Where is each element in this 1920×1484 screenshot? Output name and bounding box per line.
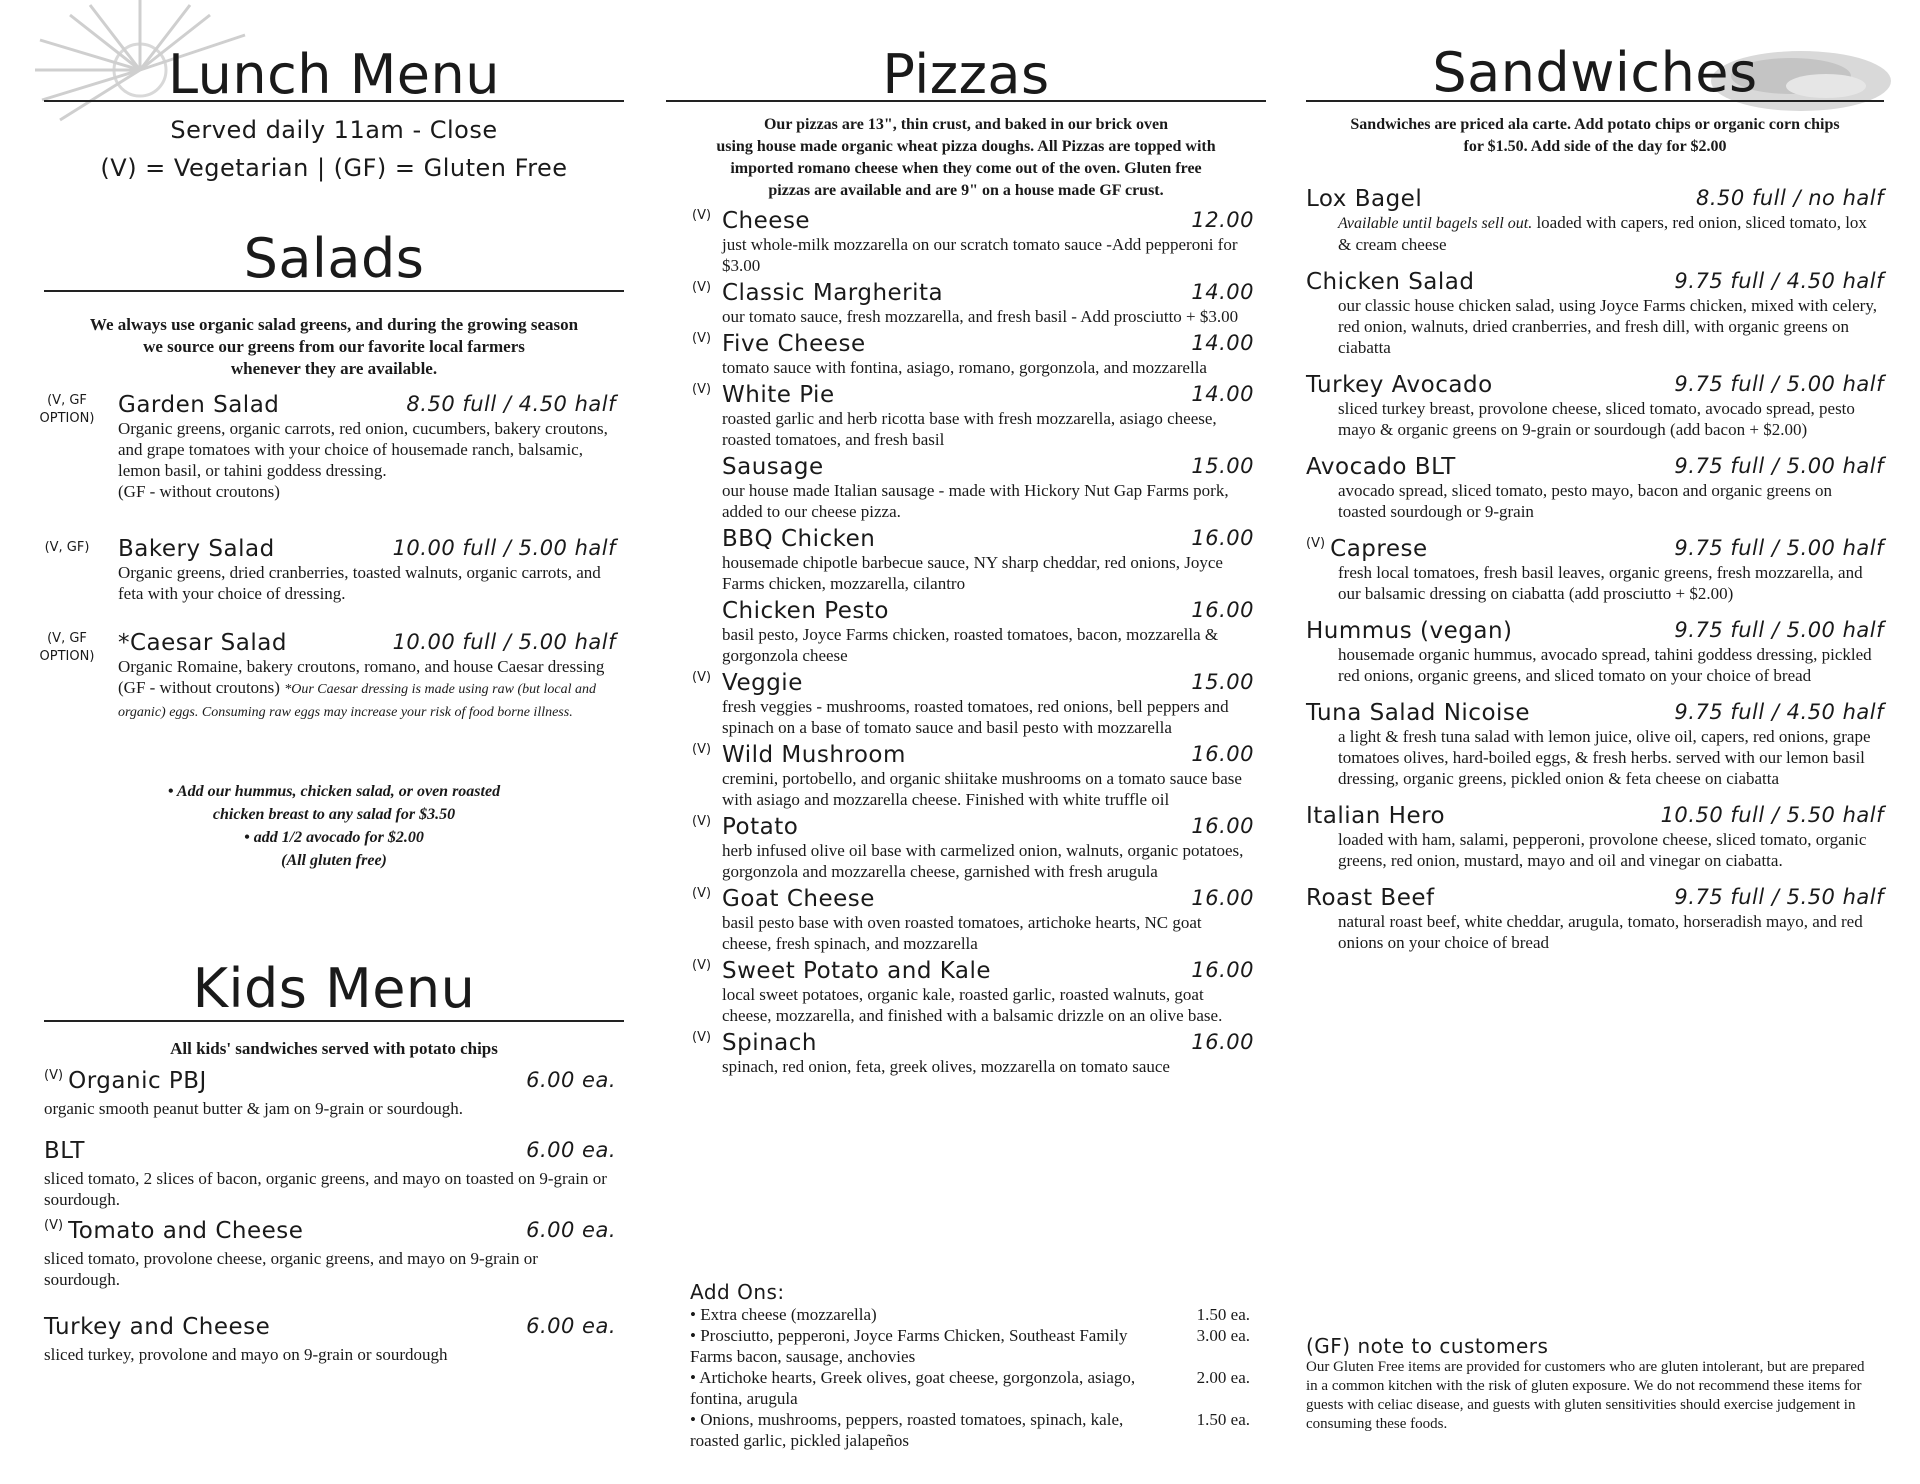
- item-name: Five Cheese: [722, 331, 866, 357]
- item-name: Classic Margherita: [722, 280, 944, 306]
- menu-item-cheese: [666, 208, 1254, 276]
- item-price: 16.00: [1191, 958, 1254, 982]
- menu-item-potato: [666, 814, 1254, 882]
- served-hours: Served daily 11am - Close: [170, 116, 498, 144]
- gf-note-title: (GF) note to customers: [1306, 1334, 1549, 1358]
- item-description: tomato sauce with fontina, asiago, romano, gorgonzola, and mozzarella: [722, 358, 1207, 377]
- item-description: fresh veggies - mushrooms, roasted tomatoes, red onions, bell peppers and spinach on a base of tomato sauce and basil pesto with mozzarella: [722, 697, 1229, 737]
- item-description: fresh local tomatoes, fresh basil leaves, organic greens, fresh mozzarella, and our balsamic dressing on ciabatta (add prosciutto + $2.00): [1338, 563, 1863, 603]
- gf-note-text: Our Gluten Free items are provided for customers who are gluten intolerant, but are prepared in a common kitchen with the risk of gluten exposure. We do not recommend these items for guests with celiac disease, and guests with gluten sensitivities should exercise judgement in consuming these foods.: [1306, 1359, 1865, 1432]
- item-price: 6.00 ea.: [526, 1068, 616, 1092]
- item-name: Tomato and Cheese: [68, 1218, 304, 1244]
- salad-addon-line: chicken breast to any salad for $3.50: [212, 806, 456, 823]
- item-name: Sweet Potato and Kale: [722, 958, 992, 984]
- item-name: BBQ Chicken: [722, 526, 876, 552]
- item-price: 16.00: [1191, 1030, 1254, 1054]
- item-description: Organic Romaine, bakery croutons, romano, and house Caesar dressing (GF - without croutons): [118, 657, 605, 697]
- item-description: our tomato sauce, fresh mozzarella, and fresh basil - Add prosciutto + $3.00: [722, 307, 1239, 326]
- item-description: basil pesto base with oven roasted tomatoes, artichoke hearts, NC goat cheese, fresh spinach, and mozzarella: [722, 913, 1202, 953]
- diet-tag: (V, GF OPTION): [39, 393, 95, 426]
- item-name: Avocado BLT: [1306, 454, 1456, 480]
- menu-item-lox-bagel: [1306, 186, 1884, 255]
- item-name: BLT: [44, 1138, 85, 1164]
- diet-tag: (V): [692, 208, 712, 223]
- addon-price: 1.50 ea.: [1196, 1305, 1250, 1324]
- item-description: Organic greens, dried cranberries, toasted walnuts, organic carrots, and feta with your choice of dressing.: [118, 563, 601, 603]
- diet-tag: (V): [692, 280, 712, 295]
- addons-title: Add Ons:: [690, 1280, 785, 1304]
- item-price: 9.75 full / 4.50 half: [1674, 700, 1884, 724]
- item-description: housemade organic hummus, avocado spread, tahini goddess dressing, pickled red onions, organic greens, and sliced tomato on your choice of bread: [1338, 645, 1872, 685]
- menu-item-garden-salad: [39, 392, 616, 502]
- item-price: 16.00: [1191, 598, 1254, 622]
- item-description: our classic house chicken salad, using Joyce Farms chicken, mixed with celery, red onion, walnuts, dried cranberries, and fresh dill, with organic greens on ciabatta: [1338, 296, 1877, 357]
- menu-item-caprese: [1306, 536, 1884, 604]
- addon-price: 1.50 ea.: [1196, 1410, 1250, 1429]
- item-name: Roast Beef: [1306, 885, 1435, 911]
- menu-item-five-cheese: [666, 331, 1254, 378]
- item-price: 10.00 full / 5.00 half: [392, 630, 616, 654]
- menu-item-goat-cheese: [666, 886, 1254, 954]
- item-price: 6.00 ea.: [526, 1218, 616, 1242]
- addon-row: [690, 1367, 1250, 1409]
- menu-item-caesar-salad: [39, 630, 616, 723]
- addon-row: [690, 1409, 1250, 1451]
- pizza-list: [666, 208, 1254, 1081]
- item-description: sliced tomato, 2 slices of bacon, organic greens, and mayo on toasted on 9-grain or sourdough.: [44, 1169, 607, 1209]
- item-name: Turkey Avocado: [1306, 372, 1493, 398]
- diet-tag: (V): [692, 814, 712, 829]
- item-description: herb infused olive oil base with carmelized onion, walnuts, organic potatoes, gorgonzola and mozzarella cheese, garnished with fresh arugula: [722, 841, 1244, 881]
- sandwiches-intro-line: Sandwiches are priced ala carte. Add potato chips or organic corn chips: [1350, 116, 1840, 133]
- item-name: Italian Hero: [1306, 803, 1446, 829]
- item-price: 16.00: [1191, 526, 1254, 550]
- kids-menu-title: Kids Menu: [192, 957, 476, 1020]
- pizzas-intro-line: imported romano cheese when they come out of the oven. Gluten free: [730, 160, 1202, 177]
- menu-item-organic-pbj: [44, 1068, 616, 1119]
- salad-addon-line: • Add our hummus, chicken salad, or oven roasted: [167, 783, 501, 800]
- item-price: 9.75 full / 5.00 half: [1674, 372, 1884, 396]
- item-name: Garden Salad: [118, 392, 280, 418]
- addon-text: • Extra cheese (mozzarella): [690, 1305, 877, 1324]
- item-description: local sweet potatoes, organic kale, roasted garlic, roasted walnuts, goat cheese, mozzarella, and finished with a balsamic drizzle on an olive base.: [722, 985, 1223, 1025]
- item-price: 16.00: [1191, 886, 1254, 910]
- item-name: Turkey and Cheese: [44, 1314, 271, 1340]
- menu-item-turkey-and-cheese: [44, 1314, 616, 1365]
- menu-item-tomato-and-cheese: [44, 1218, 616, 1290]
- item-price: 15.00: [1191, 454, 1254, 478]
- pizzas-intro-line: Our pizzas are 13", thin crust, and baked in our brick oven: [763, 116, 1169, 133]
- item-description: just whole-milk mozzarella on our scratch tomato sauce -Add pepperoni for $3.00: [722, 235, 1238, 275]
- item-description: cremini, portobello, and organic shiitake mushrooms on a tomato sauce base with asiago and mozzarella cheese. Finished with white truffle oil: [722, 769, 1242, 809]
- item-price: 16.00: [1191, 742, 1254, 766]
- diet-tag: (V): [692, 958, 712, 973]
- diet-tag: (V): [692, 742, 712, 757]
- pizzas-intro-line: pizzas are available and are 9" on a house made GF crust.: [768, 182, 1164, 199]
- item-price: 9.75 full / 5.00 half: [1674, 454, 1884, 478]
- item-name: Veggie: [722, 670, 803, 696]
- salads-intro: [44, 314, 624, 380]
- item-description-note: (GF - without croutons): [118, 482, 280, 501]
- item-name: Chicken Salad: [1306, 269, 1475, 295]
- sandwiches-intro: [1306, 114, 1884, 158]
- item-description: sliced turkey, provolone and mayo on 9-grain or sourdough: [44, 1345, 448, 1364]
- menu-item-sweet-potato-and-kale: [666, 958, 1254, 1026]
- item-description: sliced turkey breast, provolone cheese, sliced tomato, avocado spread, pesto mayo & organic greens on 9-grain or sourdough (add bacon + $2.00): [1338, 399, 1855, 439]
- menu-item-sausage: [666, 454, 1254, 522]
- item-name: Spinach: [722, 1030, 817, 1056]
- item-description: avocado spread, sliced tomato, pesto mayo, bacon and organic greens on toasted sourdough or 9-grain: [1338, 481, 1832, 521]
- item-price: 6.00 ea.: [526, 1138, 616, 1162]
- item-name: White Pie: [722, 382, 835, 408]
- sandwiches-rule: [1306, 100, 1884, 102]
- diet-tag: (V): [44, 1218, 64, 1233]
- item-name: Bakery Salad: [118, 536, 275, 562]
- salads-intro-line: We always use organic salad greens, and during the growing season: [89, 315, 579, 334]
- diet-tag: (V): [1306, 536, 1326, 551]
- item-description: basil pesto, Joyce Farms chicken, roasted tomatoes, bacon, mozzarella & gorgonzola cheese: [722, 625, 1219, 665]
- item-price: 10.50 full / 5.50 half: [1660, 803, 1884, 827]
- item-description: housemade chipotle barbecue sauce, NY sharp cheddar, red onions, Joyce Farms chicken, mozzarella, cilantro: [722, 553, 1223, 593]
- salads-rule: [44, 290, 624, 292]
- addon-price: 3.00 ea.: [1196, 1326, 1250, 1345]
- salad-addon-line: • add 1/2 avocado for $2.00: [244, 829, 424, 846]
- kids-intro: All kids' sandwiches served with potato chips: [170, 1039, 498, 1058]
- item-name: Tuna Salad Nicoise: [1306, 700, 1531, 726]
- item-description: a light & fresh tuna salad with lemon juice, olive oil, capers, red onions, grape tomatoes olives, hard-boiled eggs, & fresh herbs. served with our lemon basil dressing, organic greens, pickled onion & feta cheese on ciabatta: [1338, 727, 1871, 788]
- item-price: 8.50 full / no half: [1696, 186, 1884, 210]
- item-name: Potato: [722, 814, 799, 840]
- item-description: our house made Italian sausage - made with Hickory Nut Gap Farms pork, added to our cheese pizza.: [722, 481, 1229, 521]
- addon-text: • Prosciutto, pepperoni, Joyce Farms Chicken, Southeast Family Farms bacon, sausage, anchovies: [690, 1326, 1128, 1366]
- sandwiches-title: Sandwiches: [1432, 41, 1758, 104]
- menu-item-classic-margherita: [666, 280, 1254, 327]
- item-name: Goat Cheese: [722, 886, 875, 912]
- menu-item-bakery-salad: [44, 536, 616, 604]
- menu-item-italian-hero: [1306, 803, 1884, 871]
- diet-tag: (V): [44, 1068, 64, 1083]
- item-name: *Caesar Salad: [118, 630, 287, 656]
- item-price: 8.50 full / 4.50 half: [406, 392, 616, 416]
- menu-item-turkey-avocado: [1306, 372, 1884, 440]
- item-price: 9.75 full / 5.50 half: [1674, 885, 1884, 909]
- salads-intro-line: we source our greens from our favorite local farmers: [143, 337, 525, 356]
- diet-tag: (V): [692, 886, 712, 901]
- pizzas-intro: [666, 114, 1266, 202]
- diet-tag: (V): [692, 670, 712, 685]
- item-price: 15.00: [1191, 670, 1254, 694]
- item-name: Cheese: [722, 208, 811, 234]
- addon-text: • Onions, mushrooms, peppers, roasted tomatoes, spinach, kale, roasted garlic, pickled jalapeños: [690, 1410, 1124, 1450]
- lunch-menu-title: Lunch Menu: [168, 43, 500, 106]
- diet-tag: (V, GF): [44, 540, 90, 555]
- menu-item-hummus-vegan: [1306, 618, 1884, 686]
- salads-intro-line: whenever they are available.: [230, 359, 438, 378]
- menu-item-spinach: [666, 1030, 1254, 1077]
- diet-tag: (V): [692, 382, 712, 397]
- item-description: organic smooth peanut butter & jam on 9-grain or sourdough.: [44, 1099, 463, 1118]
- item-price: 9.75 full / 5.00 half: [1674, 536, 1884, 560]
- item-name: Chicken Pesto: [722, 598, 889, 624]
- item-description: spinach, red onion, feta, greek olives, mozzarella on tomato sauce: [722, 1057, 1170, 1076]
- kids-rule: [44, 1020, 624, 1022]
- sandwiches-intro-line: for $1.50. Add side of the day for $2.00: [1463, 138, 1727, 155]
- menu-item-bbq-chicken: [666, 526, 1254, 594]
- menu-item-white-pie: [666, 382, 1254, 450]
- raw-egg-warning: *Our Caesar dressing is made using raw (but local and organic) eggs. Consuming raw eggs may increase your risk of food borne illness.: [118, 682, 596, 720]
- addon-price: 2.00 ea.: [1196, 1368, 1250, 1387]
- item-description: Organic greens, organic carrots, red onion, cucumbers, bakery croutons, and grape tomatoes with your choice of housemade ranch, balsamic, lemon basil, or tahini goddess dressing.: [118, 419, 608, 480]
- lunch-rule: [44, 100, 624, 102]
- addon-row: [690, 1304, 1250, 1325]
- item-description: natural roast beef, white cheddar, arugula, tomato, horseradish mayo, and red onions on your choice of bread: [1338, 912, 1863, 952]
- salad-addons: [44, 780, 624, 872]
- item-price: 12.00: [1191, 208, 1254, 232]
- diet-tag: (V, GF OPTION): [39, 631, 95, 664]
- item-name: Caprese: [1330, 536, 1428, 562]
- menu-item-tuna-salad-nicoise: [1306, 700, 1884, 789]
- item-price: 9.75 full / 5.00 half: [1674, 618, 1884, 642]
- item-name: Organic PBJ: [68, 1068, 207, 1094]
- menu-item-wild-mushroom: [666, 742, 1254, 810]
- diet-tag: (V): [692, 1030, 712, 1045]
- pizzas-rule: [666, 100, 1266, 102]
- addons-list: [690, 1304, 1250, 1451]
- item-description: loaded with ham, salami, pepperoni, provolone cheese, sliced tomato, organic greens, red onion, mustard, mayo and oil and vinegar on ciabatta.: [1338, 830, 1867, 870]
- salad-addon-line: (All gluten free): [281, 852, 387, 869]
- item-name: Wild Mushroom: [722, 742, 906, 768]
- item-description: roasted garlic and herb ricotta base with fresh mozzarella, asiago cheese, roasted tomatoes, and fresh basil: [722, 409, 1217, 449]
- item-description: sliced tomato, provolone cheese, organic greens, and mayo on 9-grain or sourdough.: [44, 1249, 538, 1289]
- item-price: 6.00 ea.: [526, 1314, 616, 1338]
- item-name: Hummus (vegan): [1306, 618, 1513, 644]
- menu-item-chicken-salad: [1306, 269, 1884, 358]
- diet-legend: (V) = Vegetarian | (GF) = Gluten Free: [100, 154, 568, 182]
- item-price: 14.00: [1191, 382, 1254, 406]
- item-price: 9.75 full / 4.50 half: [1674, 269, 1884, 293]
- menu-item-chicken-pesto: [666, 598, 1254, 666]
- menu-item-avocado-blt: [1306, 454, 1884, 522]
- addon-row: [690, 1325, 1250, 1367]
- sandwich-list: [1306, 186, 1884, 967]
- menu-item-veggie: [666, 670, 1254, 738]
- diet-tag: (V): [692, 331, 712, 346]
- item-name: Sausage: [722, 454, 824, 480]
- menu-item-roast-beef: [1306, 885, 1884, 953]
- salads-title: Salads: [243, 227, 425, 290]
- item-price: 14.00: [1191, 331, 1254, 355]
- item-price: 10.00 full / 5.00 half: [392, 536, 616, 560]
- pizzas-intro-line: using house made organic wheat pizza doughs. All Pizzas are topped with: [716, 138, 1216, 155]
- item-price: 16.00: [1191, 814, 1254, 838]
- item-availability: Available until bagels sell out.: [1338, 215, 1533, 232]
- menu-item-blt-kids: [44, 1138, 616, 1210]
- item-description: loaded with capers, red onion, sliced tomato, lox & cream cheese: [1338, 213, 1867, 254]
- pizzas-title: Pizzas: [882, 43, 1050, 106]
- item-name: Lox Bagel: [1306, 186, 1423, 212]
- addon-text: • Artichoke hearts, Greek olives, goat cheese, gorgonzola, asiago, fontina, arugula: [690, 1368, 1136, 1408]
- item-price: 14.00: [1191, 280, 1254, 304]
